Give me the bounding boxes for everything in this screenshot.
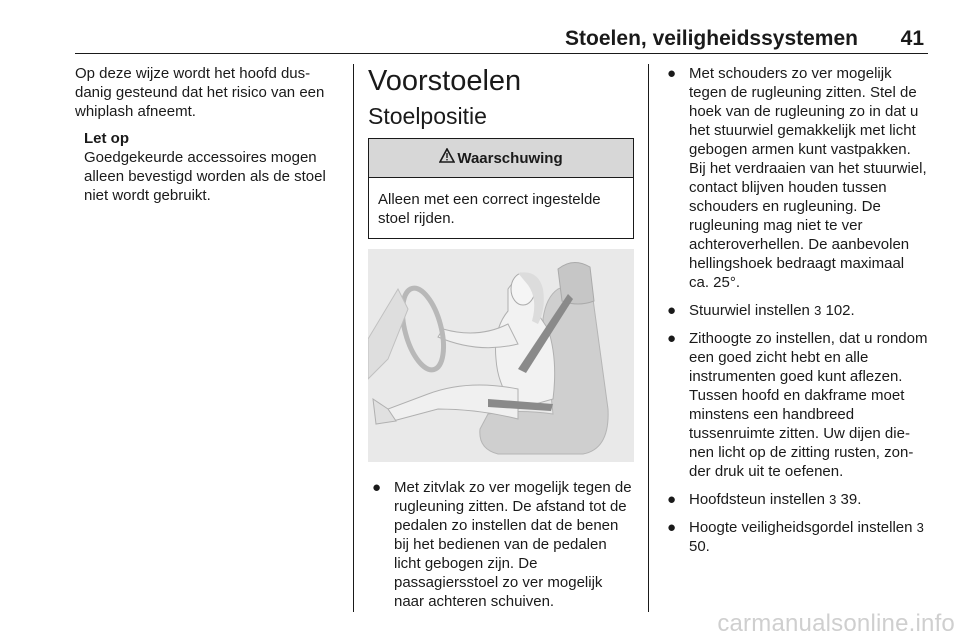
- seat-bullet-list: [368, 478, 634, 611]
- list-item-text: Met schouders zo ver mogelijk tegen de rugleuning zitten. Stel de hoek van de rugleuning zo in dat u het stuurwiel gemakkelijk met licht gebogen armen kunt vastpakken. Bij het verdraaien van het stuurwiel, contact blijven houden tussen schouders en rugleuning. De rugleuning mag niet te ver achteroverhellen. De aanbevolen hellingshoek bedraagt maximaal ca. 25°.: [689, 65, 927, 291]
- page-reference-link[interactable]: 39.: [840, 491, 862, 508]
- column-divider-1: [353, 64, 354, 612]
- note-title: Let op: [84, 130, 129, 147]
- list-item-text: Hoofdsteun instellen: [689, 491, 825, 508]
- bullet-icon: ●: [372, 479, 382, 496]
- page-header: [75, 27, 928, 51]
- watermark: carmanualsonline.info: [717, 610, 955, 637]
- list-item-text: Stuurwiel instellen: [689, 302, 810, 319]
- page-reference-icon[interactable]: 3: [814, 303, 822, 318]
- list-item: [663, 329, 928, 481]
- warning-box: [368, 138, 634, 239]
- column-2: [368, 64, 634, 620]
- bullet-icon: ●: [667, 519, 677, 536]
- intro-paragraph: Op deze wijze wordt het hoofd dusdanig gesteund dat het risico van een whiplash afneemt.: [75, 65, 325, 120]
- warning-header: [369, 139, 633, 178]
- list-item: [663, 301, 928, 320]
- page-number: 41: [900, 27, 924, 50]
- list-item-text: Zithoogte zo instellen, dat u rondom een goed zicht hebt en alle instrumenten goed kunt aflezen. Tussen hoofd en dakframe moet minstens een handbreed tussenruimte zitten. Uw dijen dienen licht op de zitting rusten, zonder druk uit te oefenen.: [689, 330, 928, 480]
- column-3: [663, 64, 928, 565]
- column-divider-2: [648, 64, 649, 612]
- page-reference-icon[interactable]: 3: [829, 492, 837, 507]
- warning-text: Alleen met een correct ingestelde stoel rijden.: [378, 191, 601, 227]
- page-reference-link[interactable]: 102.: [825, 302, 855, 319]
- bullet-icon: ●: [667, 302, 677, 319]
- section-subheading: Stoelpositie: [368, 103, 487, 129]
- bullet-icon: ●: [667, 65, 677, 82]
- page-reference-link[interactable]: 50.: [689, 538, 710, 555]
- adjustment-bullet-list: [663, 64, 928, 556]
- page-title: Stoelen, veiligheidssystemen: [565, 27, 858, 50]
- list-item-text: Hoogte veiligheidsgordel instellen: [689, 519, 913, 536]
- list-item-text: Met zitvlak zo ver mogelijk tegen de rugleuning zitten. De afstand tot de pedalen zo instellen dat de benen bij het bedienen van de pedalen licht gebogen zijn. De passagiersstoel zo ver mogelijk naar achteren schuiven.: [394, 479, 632, 610]
- list-item: [368, 478, 634, 611]
- section-heading: Voorstoelen: [368, 65, 522, 97]
- warning-triangle-icon: [439, 148, 455, 168]
- seat-position-illustration: [368, 249, 634, 462]
- page-reference-icon[interactable]: 3: [916, 520, 924, 535]
- bullet-icon: ●: [667, 330, 677, 347]
- note-text: Goedgekeurde accessoires mogen alleen bevestigd worden als de stoel niet wordt gebruikt.: [84, 149, 326, 204]
- list-item: [663, 518, 928, 556]
- column-1: [75, 64, 341, 205]
- warning-title: Waarschuwing: [457, 149, 563, 167]
- note-block: [84, 129, 341, 205]
- header-divider: [75, 53, 928, 54]
- bullet-icon: ●: [667, 491, 677, 508]
- list-item: [663, 490, 928, 509]
- list-item: [663, 64, 928, 292]
